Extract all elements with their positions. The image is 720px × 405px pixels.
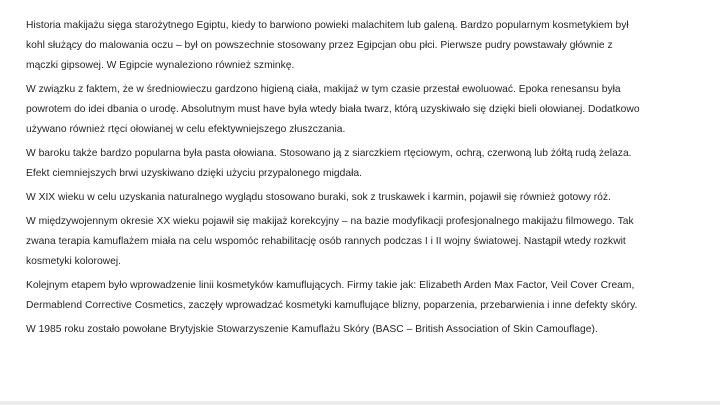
- paragraph-camouflage-brands: [26, 276, 712, 316]
- text-line: kohl służący do malowania oczu – był on powszechnie stosowany przez Egipcjan obu płci. Pierwsze pudry powstawały głównie z: [26, 40, 613, 51]
- text-line: W XIX wieku w celu uzyskania naturalnego wyglądu stosowano buraki, sok z truskawek i karmin, pojawił się również gotowy róż.: [26, 192, 611, 203]
- text-line: W baroku także bardzo popularna była pasta ołowiana. Stosowano ją z siarczkiem rtęciowym, ochrą, czerwoną lub żółtą rudą żelaza.: [26, 148, 632, 159]
- text-line: Dermablend Corrective Cosmetics, zaczęły wprowadzać kosmetyki kamuflujące blizny, poparzenia, przebarwienia i inne defekty skóry.: [26, 300, 638, 311]
- paragraph-basc: [26, 320, 712, 340]
- text-line: Kolejnym etapem było wprowadzenie linii kosmetyków kamuflujących. Firmy takie jak: Elizabeth Arden Max Factor, Veil Cover Cream,: [26, 280, 635, 291]
- text-line: W związku z faktem, że w średniowieczu gardzono higieną ciała, makijaż w tym czasie przestał ewoluować. Epoka renesansu była: [26, 84, 621, 95]
- text-body: [26, 16, 712, 344]
- paragraph-19th-century: [26, 188, 712, 208]
- paragraph-interwar: [26, 212, 712, 272]
- text-line: mączki gipsowej. W Egipcie wynaleziono również szminkę.: [26, 60, 295, 71]
- text-line: powrotem do idei dbania o urodę. Absolutnym must have była wtedy biała twarz, którą uzyskiwało się dzięki bieli ołowianej. Dodatkowo: [26, 104, 640, 115]
- paragraph-middle-ages-renaissance: [26, 80, 712, 140]
- text-line: Efekt ciemniejszych brwi uzyskiwano dzięki użyciu przypalonego migdała.: [26, 168, 362, 179]
- text-line: W międzywojennym okresie XX wieku pojawił się makijaż korekcyjny – na bazie modyfikacji profesjonalnego makijażu filmowego. Tak: [26, 216, 634, 227]
- text-line: kosmetyki kolorowej.: [26, 256, 121, 267]
- paragraph-egypt: [26, 16, 712, 76]
- text-line: używano również rtęci ołowianej w celu efektywniejszego złuszczania.: [26, 124, 346, 135]
- text-line: W 1985 roku zostało powołane Brytyjskie Stowarzyszenie Kamuflażu Skóry (BASC – British Association of Skin Camouflage).: [26, 324, 598, 335]
- bottom-divider: [0, 401, 720, 405]
- text-line: zwana terapia kamuflażem miała na celu wspomóc rehabilitację osób rannych podczas I i II wojny światowej. Nastąpił wtedy rozkwit: [26, 236, 626, 247]
- text-line: Historia makijażu sięga starożytnego Egiptu, kiedy to barwiono powieki malachitem lub galeną. Bardzo popularnym kosmetykiem był: [26, 20, 629, 31]
- paragraph-baroque: [26, 144, 712, 184]
